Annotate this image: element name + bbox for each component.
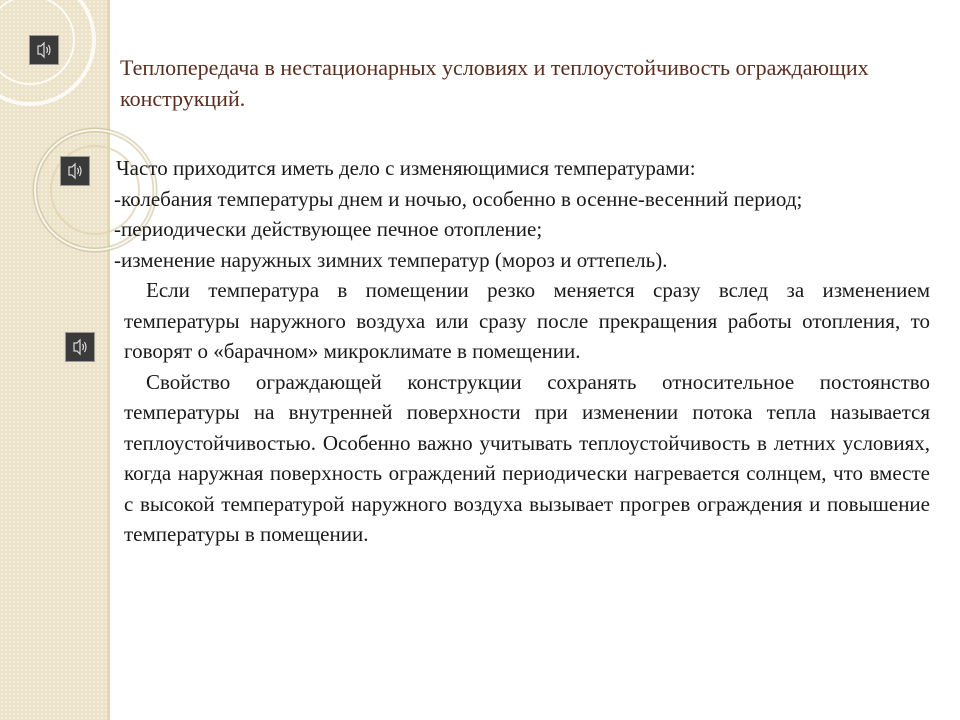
- sound-icon[interactable]: [60, 156, 90, 186]
- intro-text: Часто приходится иметь дело с изменяющимися температурами:: [116, 156, 696, 180]
- slide-title: Теплопередача в нестационарных условиях и теплоустойчивость ограждающих конструкций.: [120, 55, 869, 111]
- bullet-item: -колебания температуры днем и ночью, особенно в осенне-весенний период;: [114, 186, 803, 211]
- body-paragraph: Если температура в помещении резко меняется сразу вслед за изменением температуры наружного воздуха или сразу после прекращения работы отопления, то говорят о «барачном» микроклимате в помещении.: [124, 278, 930, 363]
- sound-icon[interactable]: [29, 35, 59, 65]
- bullet-item: -периодически действующее печное отопление;: [114, 217, 543, 241]
- sound-icon[interactable]: [65, 332, 95, 362]
- slide-body: [114, 153, 930, 550]
- bullet-item: -изменение наружных зимних температур (мороз и оттепель).: [114, 247, 668, 272]
- body-paragraph: Свойство ограждающей конструкции сохранять относительное постоянство температуры на внутренней поверхности при изменении потока тепла называется теплоустойчивостью. Особенно важно учитывать теплоустойчивость в летних условиях, когда наружная поверхность ограждений периодически нагревается солнцем, что вместе с высокой температурой наружного воздуха вызывает прогрев ограждения и повышение температуры в помещении.: [124, 369, 930, 546]
